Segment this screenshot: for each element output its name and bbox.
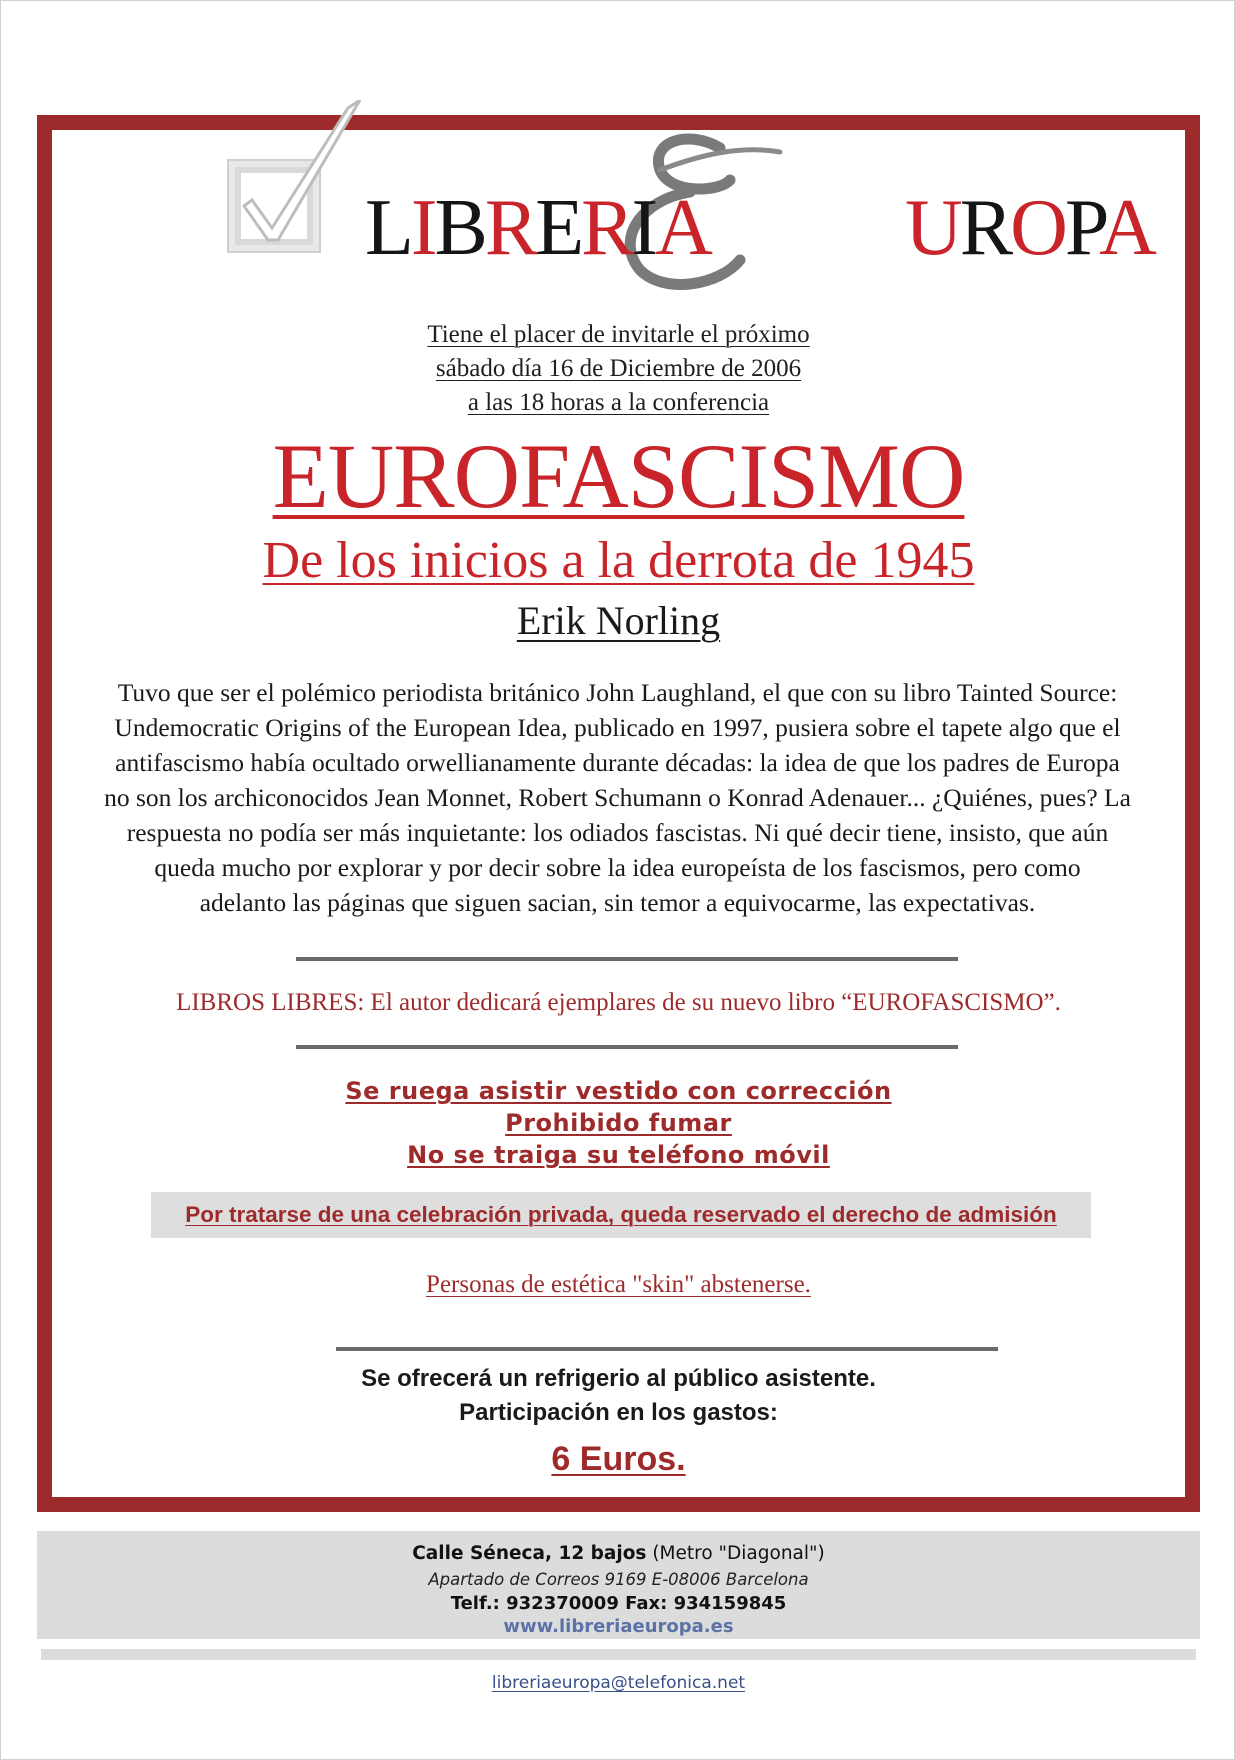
divider [336, 1347, 998, 1351]
paragraph-line: no son los archiconocidos Jean Monnet, Robert Schumann o Konrad Adenauer... ¿Quiénes, pues? La [104, 783, 1131, 812]
logo-letter: A [655, 184, 710, 272]
logo-letter: U [905, 184, 960, 272]
rule-item: Se ruega asistir vestido con corrección [345, 1077, 892, 1105]
description-paragraph [70, 675, 1165, 920]
skin-notice: Personas de estética "skin" abstenerse. [426, 1271, 811, 1298]
paragraph-line: respuesta no podía ser más inquietante: los odiados fascistas. Ni qué decir tiene, insisto, que aún [126, 818, 1109, 847]
paragraph-line: adelanto las páginas que siguen sacian, sin temor a equivocarme, las expectativas. [199, 888, 1036, 917]
paragraph-line: Tuvo que ser el polémico periodista británico John Laughland, el que con su libro Tainted Source: [117, 678, 1118, 707]
refreshment-line: Participación en los gastos: [459, 1399, 778, 1426]
logo-letter: O [1010, 184, 1065, 272]
address-box [37, 1531, 1200, 1639]
logo-letter: R [581, 184, 632, 272]
website-link[interactable]: www.libreriaeuropa.es [503, 1616, 734, 1637]
invite-line: sábado día 16 de Diciembre de 2006 [435, 355, 802, 382]
logo-letter: E [535, 184, 582, 272]
phone-fax: Telf.: 932370009 Fax: 934159845 [450, 1593, 787, 1614]
logo-letter: L [365, 184, 411, 272]
admission-notice: Por tratarse de una celebración privada, queda reservado el derecho de admisión [151, 1192, 1091, 1238]
street-address [37, 1541, 1200, 1567]
footer-bar [41, 1649, 1196, 1660]
logo-letter: I [631, 184, 656, 272]
conference-subtitle: De los inicios a la derrota de 1945 [262, 532, 975, 589]
logo-word-libreria [365, 184, 710, 272]
invitation-text [37, 318, 1200, 420]
invite-line: Tiene el placer de invitarle el próximo [427, 321, 810, 348]
po-box: Apartado de Correos 9169 E-08006 Barcelona [428, 1570, 809, 1589]
logo-letter: P [1064, 184, 1100, 272]
paragraph-line: antifascismo había ocultado orwellianamente durante décadas: la idea de que los padres de Europa [115, 748, 1120, 777]
rule-item: No se traiga su teléfono móvil [407, 1141, 830, 1169]
logo-letter: I [410, 184, 435, 272]
divider [296, 1045, 958, 1049]
logo-letter: R [484, 184, 536, 272]
email-link[interactable]: libreriaeuropa@telefonica.net [491, 1673, 746, 1693]
conference-title: EUROFASCISMO [272, 425, 965, 527]
street: Calle Séneca, 12 bajos [412, 1543, 647, 1564]
logo-word-europa [905, 184, 1154, 272]
invite-line: a las 18 horas a la conferencia [467, 389, 770, 416]
email-row [37, 1671, 1200, 1695]
logo [220, 100, 1154, 320]
rule-item: Prohibido fumar [505, 1109, 732, 1137]
logo-letter: A [1099, 184, 1154, 272]
divider [296, 957, 958, 961]
paragraph-line: Undemocratic Origins of the European Idea, publicado en 1997, pusiera sobre el tapete algo que el [114, 713, 1121, 742]
refreshment-note [37, 1362, 1200, 1430]
dress-code-rules [37, 1075, 1200, 1171]
libros-libres-note: LIBROS LIBRES: El autor dedicará ejemplares de su nuevo libro “EUROFASCISMO”. [176, 989, 1061, 1016]
refreshment-line: Se ofrecerá un refrigerio al público asistente. [361, 1365, 876, 1392]
author-name: Erik Norling [516, 598, 721, 643]
logo-letter: R [959, 184, 1011, 272]
metro-station: (Metro "Diagonal") [646, 1543, 825, 1564]
price: 6 Euros. [551, 1440, 686, 1478]
paragraph-line: queda mucho por explorar y por decir sobre la idea europeísta de los fascismos, pero como [154, 853, 1081, 882]
logo-letter: B [434, 184, 485, 272]
